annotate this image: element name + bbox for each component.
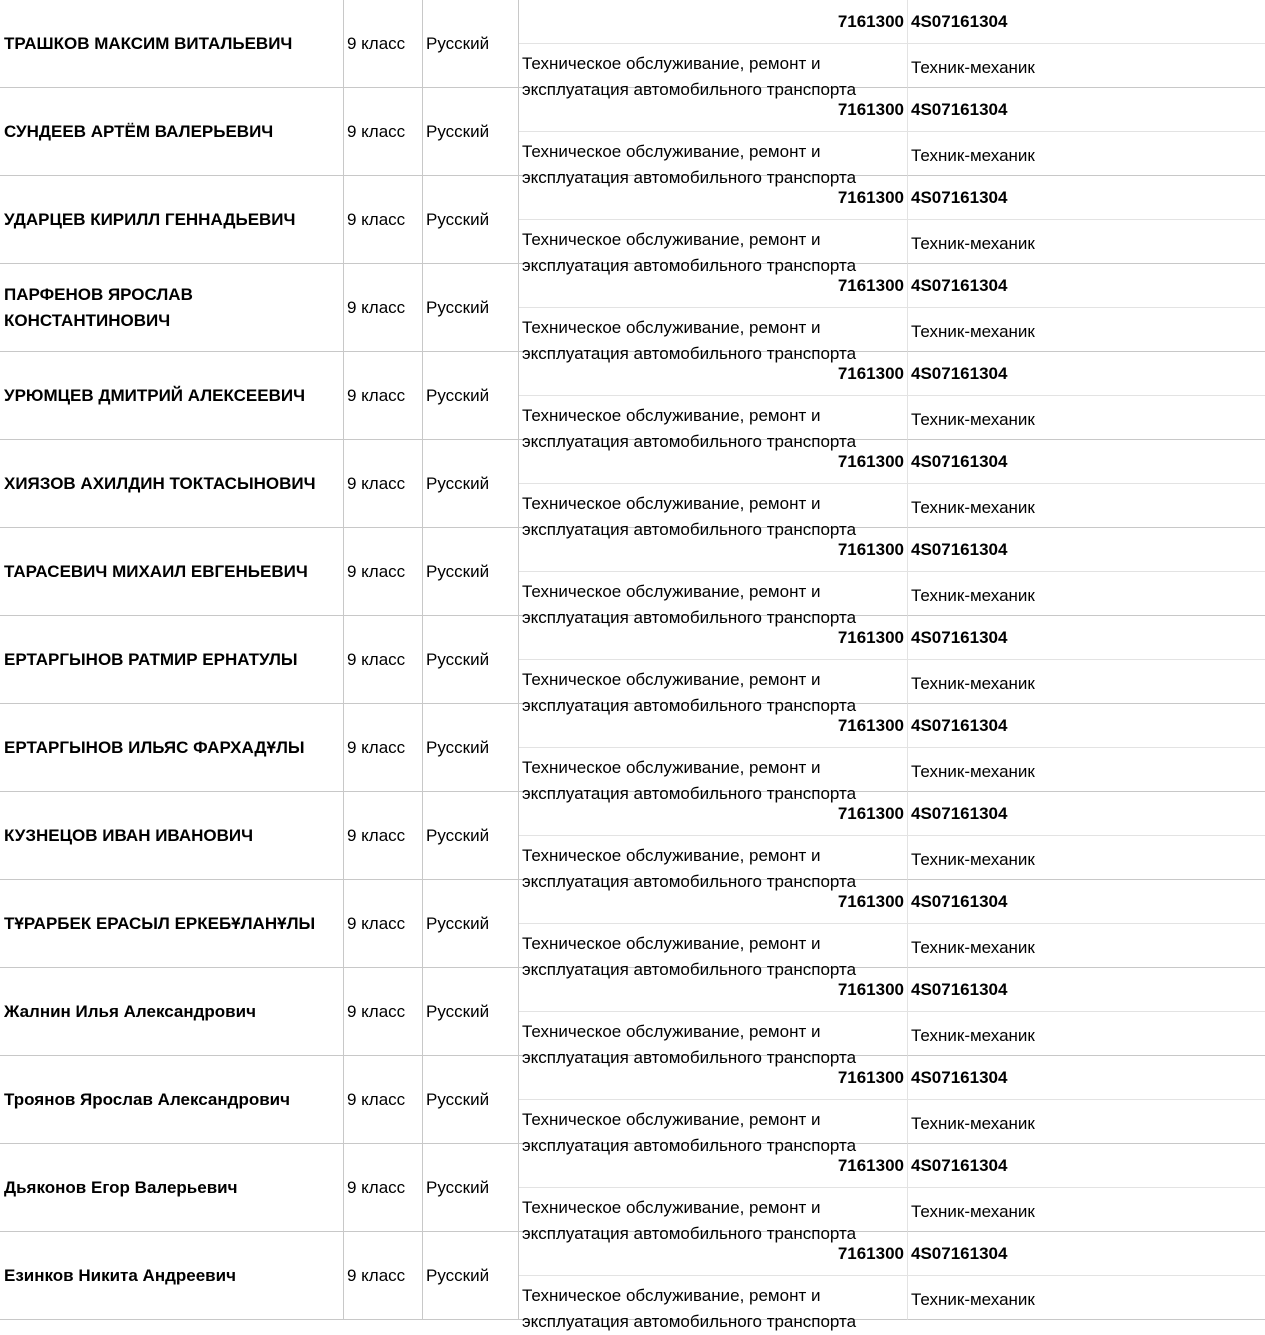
qualification-code-cell[interactable]: 4S07161304 bbox=[908, 88, 1265, 132]
specialty-code-cell[interactable]: 7161300 bbox=[519, 704, 908, 748]
language-cell[interactable]: Русский bbox=[423, 1056, 519, 1144]
specialty-code-cell[interactable]: 7161300 bbox=[519, 1056, 908, 1100]
language-cell[interactable]: Русский bbox=[423, 1144, 519, 1232]
student-name-cell[interactable] bbox=[0, 616, 344, 704]
table-row bbox=[0, 88, 1265, 187]
specialty-cell[interactable]: Техническое обслуживание, ремонт и эксплуатация автомобильного транспорта bbox=[519, 748, 908, 792]
qualification-code-cell[interactable]: 4S07161304 bbox=[908, 792, 1265, 836]
table-row bbox=[0, 440, 1265, 539]
student-name-cell[interactable] bbox=[0, 1232, 344, 1320]
student-name-cell[interactable] bbox=[0, 704, 344, 792]
student-name-cell[interactable] bbox=[0, 1056, 344, 1144]
specialty-code-cell[interactable]: 7161300 bbox=[519, 440, 908, 484]
specialty-cell[interactable]: Техническое обслуживание, ремонт и эксплуатация автомобильного транспорта bbox=[519, 1188, 908, 1232]
grade-cell[interactable]: 9 класс bbox=[344, 528, 423, 616]
qualification-code-cell[interactable]: 4S07161304 bbox=[908, 0, 1265, 44]
grade-cell[interactable]: 9 класс bbox=[344, 1056, 423, 1144]
student-name: ХИЯЗОВ АХИЛДИН ТОКТАСЫНОВИЧ bbox=[4, 473, 316, 493]
grade-cell[interactable]: 9 класс bbox=[344, 1144, 423, 1232]
student-name: Троянов Ярослав Александрович bbox=[4, 1089, 290, 1109]
table-row bbox=[0, 616, 1265, 715]
table-row bbox=[0, 528, 1265, 627]
student-name: ТАРАСЕВИЧ МИХАИЛ ЕВГЕНЬЕВИЧ bbox=[4, 561, 308, 581]
specialty-code-cell[interactable]: 7161300 bbox=[519, 792, 908, 836]
qualification-code-cell[interactable]: 4S07161304 bbox=[908, 440, 1265, 484]
specialty-code-cell[interactable]: 7161300 bbox=[519, 616, 908, 660]
specialty-cell[interactable]: Техническое обслуживание, ремонт и эксплуатация автомобильного транспорта bbox=[519, 660, 908, 704]
language-cell[interactable]: Русский bbox=[423, 0, 519, 88]
qualification-cell[interactable]: Техник-механик bbox=[908, 484, 1265, 528]
student-name-cell[interactable] bbox=[0, 0, 344, 88]
specialty-cell[interactable]: Техническое обслуживание, ремонт и эксплуатация автомобильного транспорта bbox=[519, 572, 908, 616]
specialty-cell[interactable]: Техническое обслуживание, ремонт и эксплуатация автомобильного транспорта bbox=[519, 396, 908, 440]
table-row bbox=[0, 352, 1265, 451]
specialty-code-cell[interactable]: 7161300 bbox=[519, 264, 908, 308]
qualification-code-cell[interactable]: 4S07161304 bbox=[908, 1056, 1265, 1100]
table-row bbox=[0, 176, 1265, 275]
qualification-code-cell[interactable]: 4S07161304 bbox=[908, 1232, 1265, 1276]
student-name-cell[interactable] bbox=[0, 352, 344, 440]
qualification-code-cell[interactable]: 4S07161304 bbox=[908, 176, 1265, 220]
language-cell[interactable]: Русский bbox=[423, 792, 519, 880]
language-cell[interactable]: Русский bbox=[423, 968, 519, 1056]
student-name: ПАРФЕНОВ ЯРОСЛАВ КОНСТАНТИНОВИЧ bbox=[4, 284, 193, 330]
student-name: Дьяконов Егор Валерьевич bbox=[4, 1177, 238, 1197]
specialty-cell[interactable]: Техническое обслуживание, ремонт и эксплуатация автомобильного транспорта bbox=[519, 836, 908, 880]
language-cell[interactable]: Русский bbox=[423, 264, 519, 352]
qualification-cell[interactable]: Техник-механик bbox=[908, 132, 1265, 176]
specialty-code-cell[interactable]: 7161300 bbox=[519, 1232, 908, 1276]
specialty-cell[interactable]: Техническое обслуживание, ремонт и эксплуатация автомобильного транспорта bbox=[519, 44, 908, 88]
grade-cell[interactable]: 9 класс bbox=[344, 792, 423, 880]
specialty-code-cell[interactable]: 7161300 bbox=[519, 352, 908, 396]
grade-cell[interactable]: 9 класс bbox=[344, 704, 423, 792]
specialty-code-cell[interactable]: 7161300 bbox=[519, 880, 908, 924]
table-row bbox=[0, 1144, 1265, 1243]
table-row bbox=[0, 968, 1265, 1067]
qualification-cell[interactable]: Техник-механик bbox=[908, 924, 1265, 968]
qualification-code-cell[interactable]: 4S07161304 bbox=[908, 264, 1265, 308]
grade-cell[interactable]: 9 класс bbox=[344, 88, 423, 176]
specialty-cell[interactable]: Техническое обслуживание, ремонт и эксплуатация автомобильного транспорта bbox=[519, 1276, 908, 1320]
grade-cell[interactable]: 9 класс bbox=[344, 616, 423, 704]
language-cell[interactable]: Русский bbox=[423, 352, 519, 440]
specialty-cell[interactable]: Техническое обслуживание, ремонт и эксплуатация автомобильного транспорта bbox=[519, 220, 908, 264]
student-name: КУЗНЕЦОВ ИВАН ИВАНОВИЧ bbox=[4, 825, 254, 845]
table-row bbox=[0, 1232, 1265, 1331]
student-name: Езинков Никита Андреевич bbox=[4, 1265, 236, 1285]
qualification-code-cell[interactable]: 4S07161304 bbox=[908, 704, 1265, 748]
qualification-cell[interactable]: Техник-механик bbox=[908, 1100, 1265, 1144]
grade-cell[interactable]: 9 класс bbox=[344, 176, 423, 264]
table-row bbox=[0, 0, 1265, 99]
language-cell[interactable]: Русский bbox=[423, 880, 519, 968]
qualification-code-cell[interactable]: 4S07161304 bbox=[908, 880, 1265, 924]
specialty-cell[interactable]: Техническое обслуживание, ремонт и эксплуатация автомобильного транспорта bbox=[519, 132, 908, 176]
qualification-code-cell[interactable]: 4S07161304 bbox=[908, 352, 1265, 396]
student-name: УДАРЦЕВ КИРИЛЛ ГЕННАДЬЕВИЧ bbox=[4, 209, 296, 229]
qualification-cell[interactable]: Техник-механик bbox=[908, 396, 1265, 440]
student-name: ЕРТАРГЫНОВ ИЛЬЯС ФАРХАДҰЛЫ bbox=[4, 737, 305, 757]
qualification-code-cell[interactable]: 4S07161304 bbox=[908, 968, 1265, 1012]
specialty-cell[interactable]: Техническое обслуживание, ремонт и эксплуатация автомобильного транспорта bbox=[519, 924, 908, 968]
student-name-cell[interactable] bbox=[0, 968, 344, 1056]
student-name-cell[interactable] bbox=[0, 792, 344, 880]
student-name-cell[interactable] bbox=[0, 1144, 344, 1232]
qualification-cell[interactable]: Техник-механик bbox=[908, 660, 1265, 704]
specialty-code-cell[interactable]: 7161300 bbox=[519, 528, 908, 572]
qualification-code-cell[interactable]: 4S07161304 bbox=[908, 1144, 1265, 1188]
specialty-code-cell[interactable]: 7161300 bbox=[519, 968, 908, 1012]
table-row bbox=[0, 704, 1265, 803]
grade-cell[interactable]: 9 класс bbox=[344, 440, 423, 528]
student-name-cell[interactable] bbox=[0, 176, 344, 264]
table-row bbox=[0, 1056, 1265, 1155]
qualification-cell[interactable]: Техник-механик bbox=[908, 748, 1265, 792]
grade-cell[interactable]: 9 класс bbox=[344, 352, 423, 440]
specialty-cell[interactable]: Техническое обслуживание, ремонт и эксплуатация автомобильного транспорта bbox=[519, 1100, 908, 1144]
qualification-cell[interactable]: Техник-механик bbox=[908, 1276, 1265, 1320]
qualification-code-cell[interactable]: 4S07161304 bbox=[908, 528, 1265, 572]
grade-cell[interactable]: 9 класс bbox=[344, 0, 423, 88]
student-name-cell[interactable] bbox=[0, 88, 344, 176]
qualification-cell[interactable]: Техник-механик bbox=[908, 572, 1265, 616]
table-row bbox=[0, 880, 1265, 979]
student-name-cell[interactable] bbox=[0, 528, 344, 616]
specialty-cell[interactable]: Техническое обслуживание, ремонт и эксплуатация автомобильного транспорта bbox=[519, 1012, 908, 1056]
language-cell[interactable]: Русский bbox=[423, 616, 519, 704]
table-row bbox=[0, 792, 1265, 891]
student-name: СУНДЕЕВ АРТЁМ ВАЛЕРЬЕВИЧ bbox=[4, 121, 274, 141]
student-name: ТҰРАРБЕК ЕРАСЫЛ ЕРКЕБҰЛАНҰЛЫ bbox=[4, 913, 316, 933]
language-cell[interactable]: Русский bbox=[423, 704, 519, 792]
specialty-code-cell[interactable]: 7161300 bbox=[519, 176, 908, 220]
language-cell[interactable]: Русский bbox=[423, 176, 519, 264]
qualification-cell[interactable]: Техник-механик bbox=[908, 308, 1265, 352]
student-name-cell[interactable] bbox=[0, 880, 344, 968]
qualification-cell[interactable]: Техник-механик bbox=[908, 1188, 1265, 1232]
student-name: ТРАШКОВ МАКСИМ ВИТАЛЬЕВИЧ bbox=[4, 33, 293, 53]
specialty-code-cell[interactable]: 7161300 bbox=[519, 88, 908, 132]
qualification-cell[interactable]: Техник-механик bbox=[908, 836, 1265, 880]
qualification-cell[interactable]: Техник-механик bbox=[908, 1012, 1265, 1056]
student-name-cell[interactable] bbox=[0, 440, 344, 528]
table-row bbox=[0, 264, 1265, 363]
student-name: Жалнин Илья Александрович bbox=[4, 1001, 256, 1021]
language-cell[interactable]: Русский bbox=[423, 1232, 519, 1320]
specialty-code-cell[interactable]: 7161300 bbox=[519, 0, 908, 44]
language-cell[interactable]: Русский bbox=[423, 528, 519, 616]
grade-cell[interactable]: 9 класс bbox=[344, 264, 423, 352]
specialty-cell[interactable]: Техническое обслуживание, ремонт и эксплуатация автомобильного транспорта bbox=[519, 484, 908, 528]
specialty-code-cell[interactable]: 7161300 bbox=[519, 1144, 908, 1188]
student-name: УРЮМЦЕВ ДМИТРИЙ АЛЕКСЕЕВИЧ bbox=[4, 385, 306, 405]
specialty-cell[interactable]: Техническое обслуживание, ремонт и эксплуатация автомобильного транспорта bbox=[519, 308, 908, 352]
language-cell[interactable]: Русский bbox=[423, 440, 519, 528]
qualification-cell[interactable]: Техник-механик bbox=[908, 220, 1265, 264]
grade-cell[interactable]: 9 класс bbox=[344, 968, 423, 1056]
student-name: ЕРТАРГЫНОВ РАТМИР ЕРНАТУЛЫ bbox=[4, 649, 298, 669]
qualification-code-cell[interactable]: 4S07161304 bbox=[908, 616, 1265, 660]
language-cell[interactable]: Русский bbox=[423, 88, 519, 176]
grade-cell[interactable]: 9 класс bbox=[344, 880, 423, 968]
qualification-cell[interactable]: Техник-механик bbox=[908, 44, 1265, 88]
student-name-cell[interactable] bbox=[0, 264, 344, 352]
grade-cell[interactable]: 9 класс bbox=[344, 1232, 423, 1320]
